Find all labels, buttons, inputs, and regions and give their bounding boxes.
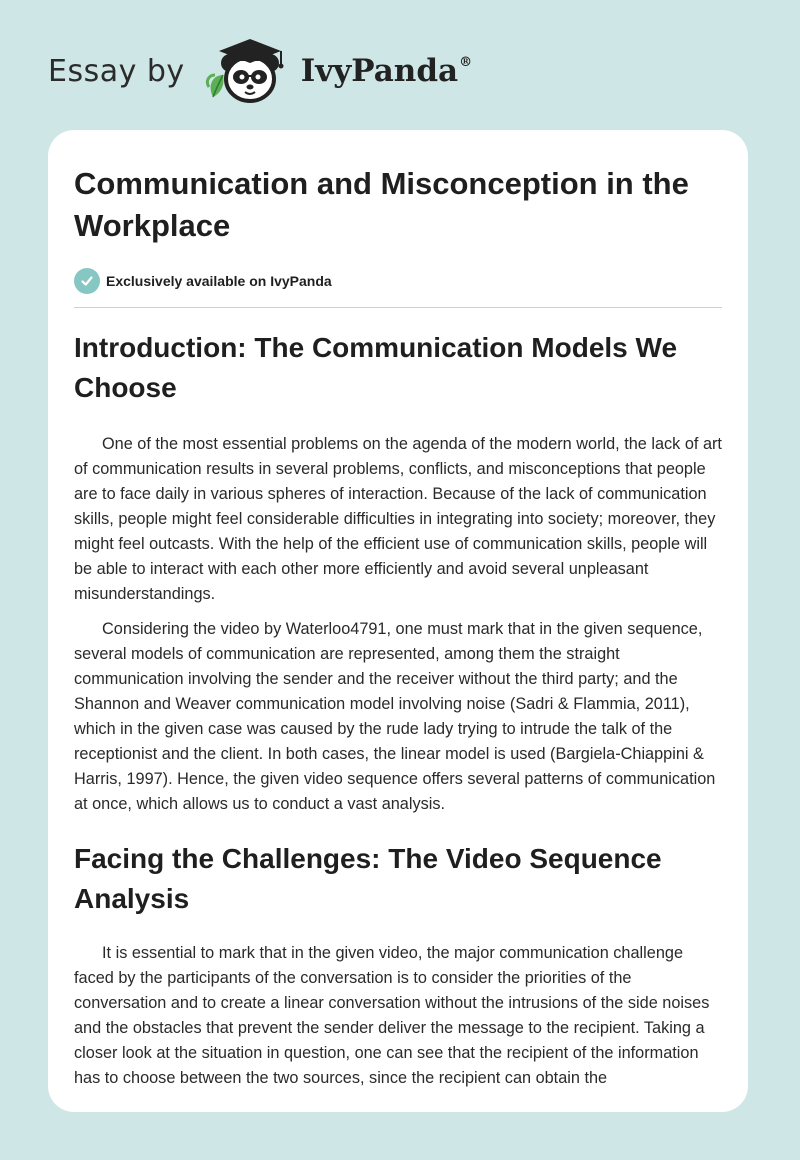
section-heading-challenges: Facing the Challenges: The Video Sequence Analysis [74, 843, 662, 914]
section-heading-introduction: Introduction: The Communication Models We Choose [74, 332, 678, 403]
paragraph: It is essential to mark that in the given video, the major communication challenge faced by the participants of the conversation is to consider the priorities of the conversation and to create a linear conversation without the intrusions of the side noises and the obstacles that prevent the sender deliver the message to the recipient. Taking a closer look at the situation in question, one can see that the recipient of the information has to choose between the two sources, since the recipient can obtain the [74, 944, 710, 1087]
panda-graduate-icon [203, 35, 295, 107]
paragraph: Considering the video by Waterloo4791, one must mark that in the given sequence, several models of communication are represented, among them the straight communication involving the sender and the receiver without the third party; and the Shannon and Weaver communication model involving noise (Sadri & Flammia, 2011), which in the given case was caused by the rude lady trying to intrude the talk of the receptionist and the client. In both cases, the linear model is used (Bargiela-Chiappini & Harris, 1997). Hence, the given video sequence offers several patterns of communication at once, which allows us to conduct a vast analysis. [74, 620, 716, 813]
exclusive-badge [74, 267, 722, 295]
registered-mark: ® [459, 55, 473, 70]
essay-title: Communication and Misconception in the Workplace [74, 166, 689, 243]
paragraph: One of the most essential problems on the agenda of the modern world, the lack of art of communication results in several problems, conflicts, and misconceptions that people are to face daily in various spheres of interaction. Because of the lack of communication skills, people might feel considerable difficulties in integrating into society; moreover, they might feel outcasts. With the help of the efficient use of communication skills, people will be able to interact with each other more efficiently and avoid several unpleasant misunderstandings. [74, 435, 722, 603]
exclusive-label: Exclusively available on IvyPanda [106, 273, 332, 289]
divider [74, 307, 722, 308]
brand-prefix: Essay by [48, 53, 185, 89]
brand-logo[interactable] [48, 36, 472, 106]
brand-name: IvyPanda® [300, 53, 473, 89]
essay-card [48, 130, 748, 1112]
checkmark-icon [74, 268, 100, 294]
